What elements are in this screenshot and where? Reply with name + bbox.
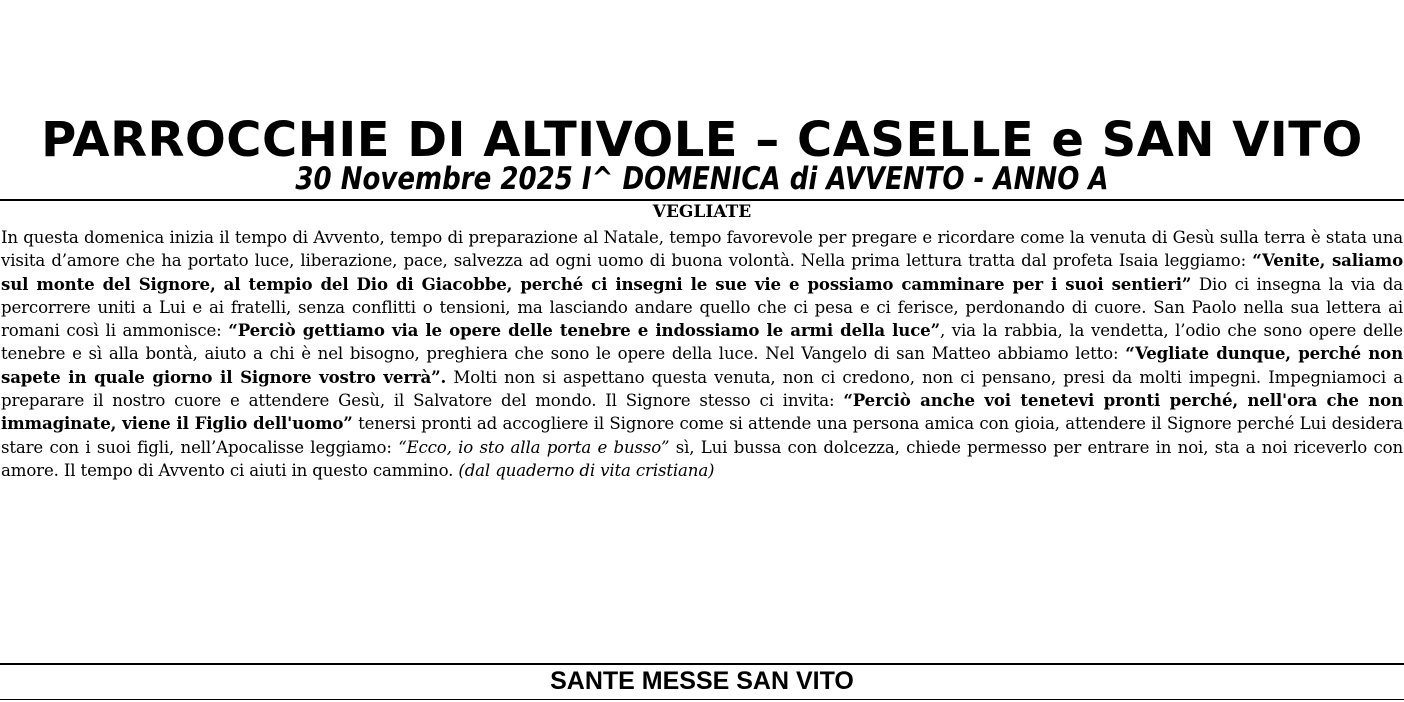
- divider-bottom: [0, 699, 1404, 700]
- isaiah-quote: “Venite, saliamo sul monte del Signore, al tempio del Dio di Giacobbe, perché ci insegni le sue vie e possiamo camminare per i suoi sentieri”: [1, 250, 1403, 294]
- body-text-segment: In questa domenica inizia il tempo di Avvento, tempo di preparazione al Natale, tempo favorevole per pregare e ricordare come la venuta di Gesù sulla terra è stata una visita d’amore che ha portato luce, liberazione, pace, salvezza ad ogni uomo di buona volontà. Nella prima lettura tratta dal profeta Isaia leggiamo:: [1, 228, 1403, 271]
- masses-section-title: SANTE MESSE SAN VITO: [550, 667, 854, 695]
- body-text-segment: , via la rabbia, la vendetta, l’odio che sono opere delle tenebre e sì alla bontà, aiuto a chi è nel bisogno, preghiera che sono le opere della luce. Nel Vangelo di san Matteo abbiamo letto:: [1, 321, 1403, 364]
- liturgical-date-subtitle: 30 Novembre 2025 I^ DOMENICA di AVVENTO - ANNO A: [295, 161, 1109, 197]
- source-citation: (dal quaderno di vita cristiana): [458, 460, 715, 480]
- body-text-segment: Dio ci insegna la via da percorrere uniti a Lui e ai fratelli, senza conflitti o tensioni, ma lasciando andare quello che ci pesa e ci ferisce, perdonando di cuore. San Paolo nella sua lettera ai romani così li ammonisce:: [1, 274, 1403, 341]
- romans-quote: “Perciò gettiamo via le opere delle tenebre e indossiamo le armi della luce”: [228, 320, 940, 341]
- article-body: [1, 226, 1403, 482]
- parish-title: PARROCCHIE DI ALTIVOLE – CASELLE e SAN VITO: [41, 112, 1363, 168]
- matthew-quote: “Vegliate dunque, perché non sapete in quale giorno il Signore vostro verrà”.: [1, 343, 1403, 387]
- body-text-segment: Molti non si aspettano questa venuta, non ci credono, non ci pensano, presi da molti impegni. Impegniamoci a preparare il nostro cuore e attendere Gesù, il Salvatore del mondo. Il Signore stesso ci invita:: [1, 367, 1403, 411]
- son-of-man-quote: “Perciò anche voi tenetevi pronti perché, nell'ora che non immaginate, viene il Figlio dell'uomo”: [1, 390, 1403, 434]
- apocalypse-quote: “Ecco, io sto alla porta e busso”: [398, 437, 670, 457]
- body-text-segment: sì, Lui bussa con dolcezza, chiede permesso per entrare in noi, sta a noi riceverlo con amore. Il tempo di Avvento ci aiuti in questo cammino.: [1, 437, 1403, 480]
- body-text-segment: tenersi pronti ad accogliere il Signore come si attende una persona amica con gioia, attendere il Signore perché Lui desidera stare con i suoi figli, nell’Apocalisse leggiamo:: [1, 414, 1403, 457]
- article-title: VEGLIATE: [652, 202, 752, 222]
